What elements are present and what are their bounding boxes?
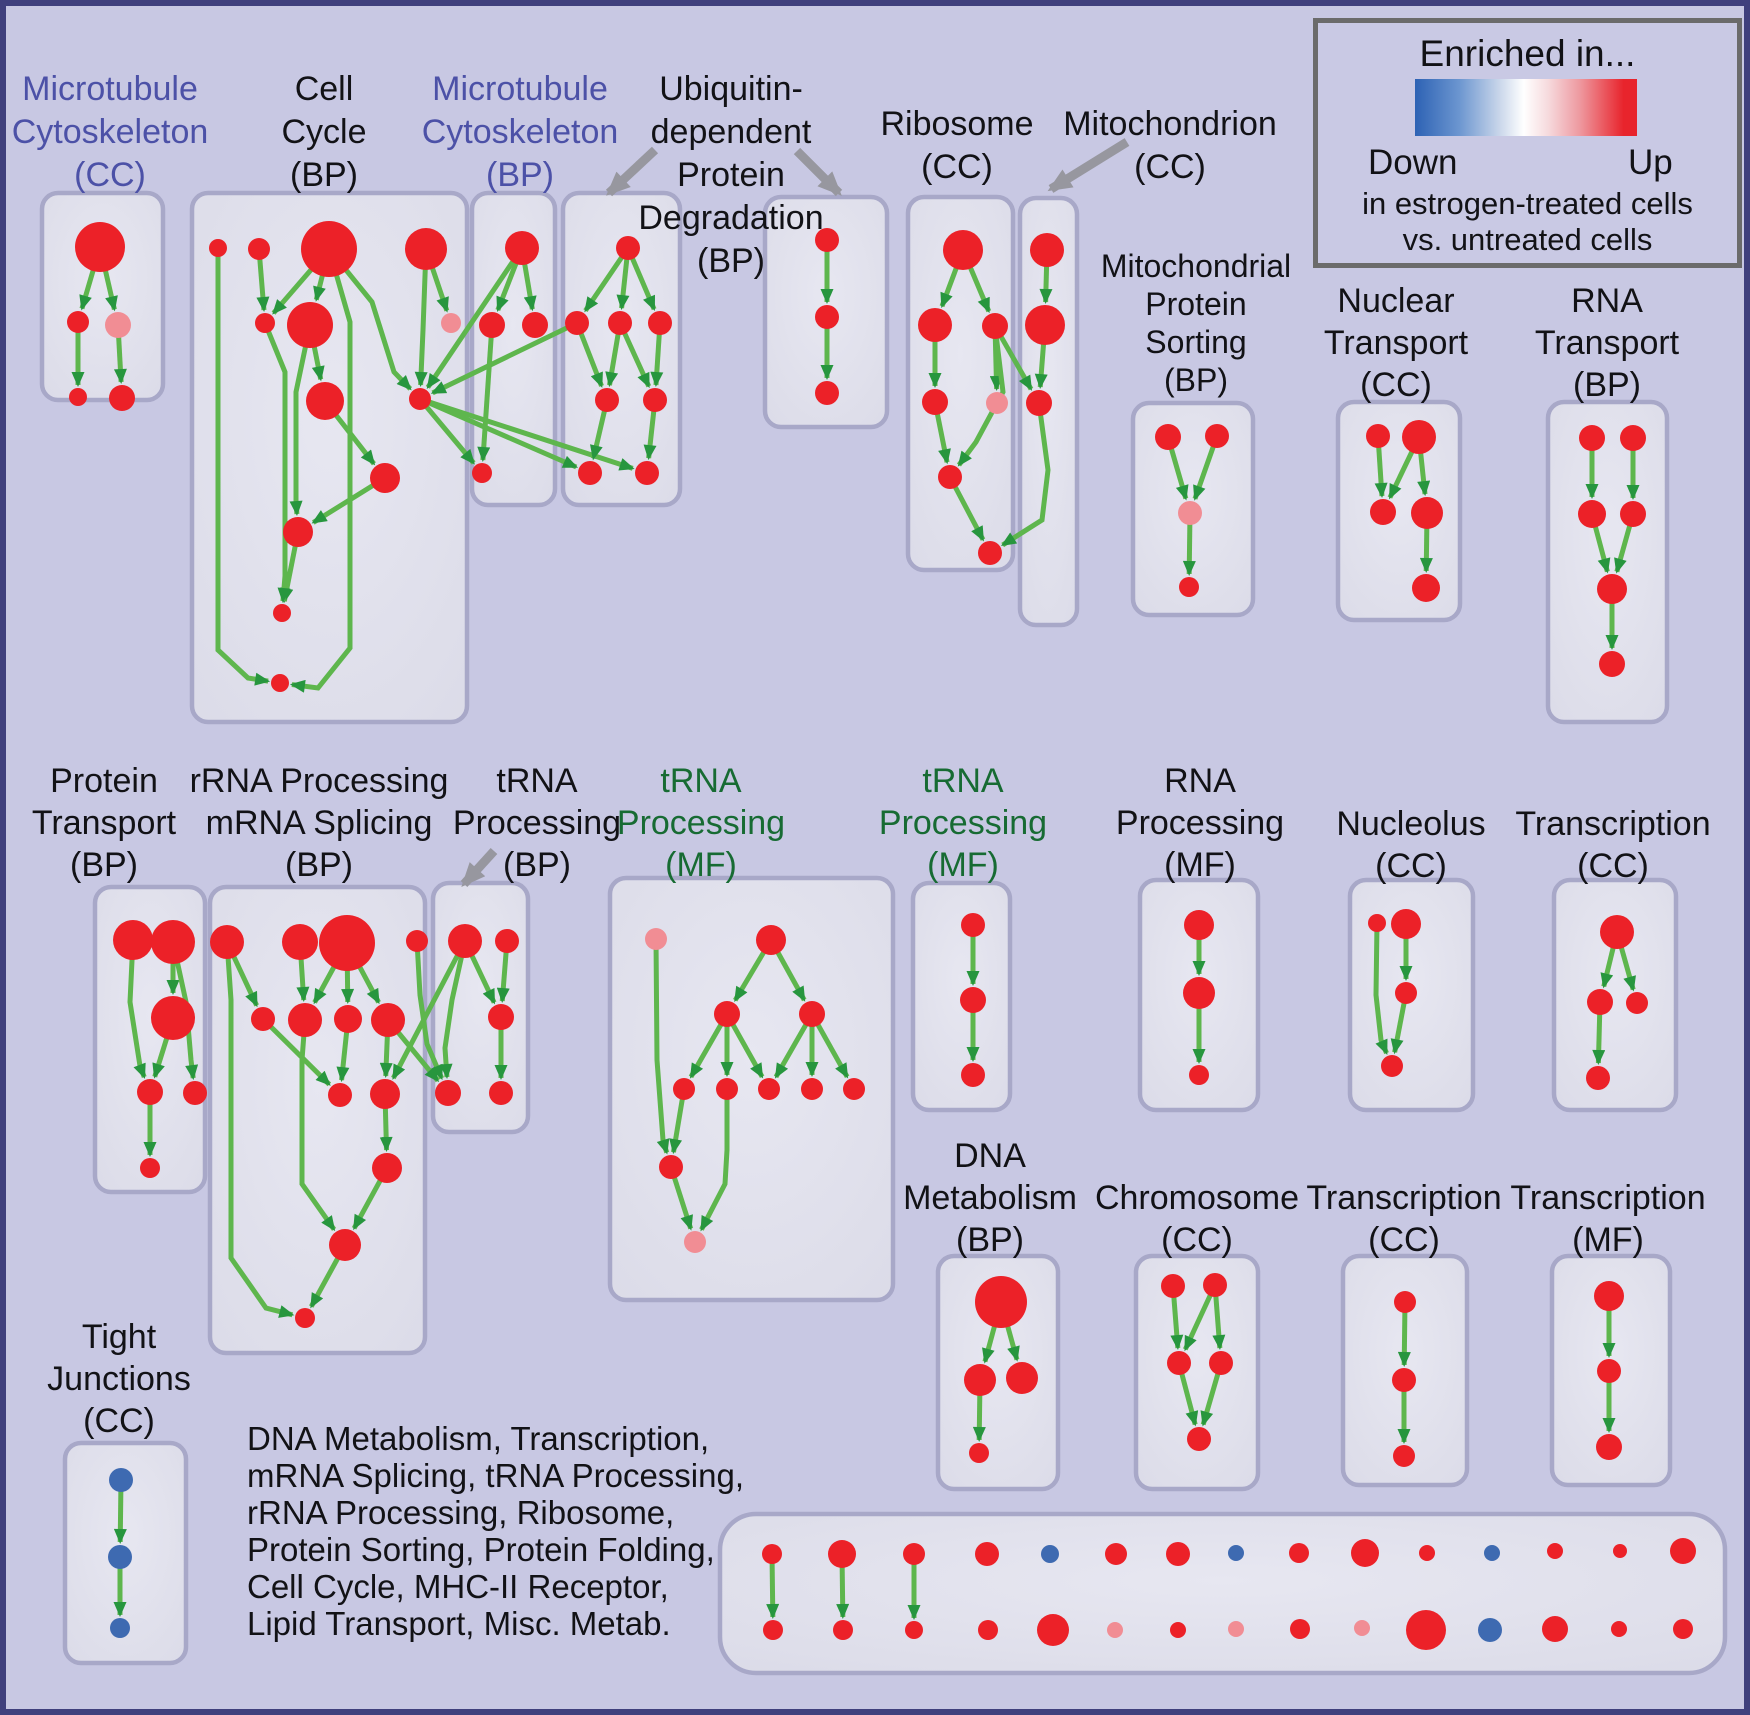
group-label-mito_sort-line3: (BP) bbox=[1164, 362, 1228, 398]
go-term-node-pink bbox=[441, 313, 461, 333]
go-term-node-red bbox=[479, 312, 505, 338]
group-label-trna_mf1-line0: tRNA bbox=[660, 762, 742, 800]
go-term-node-red bbox=[758, 1078, 780, 1100]
go-term-node-red bbox=[1670, 1538, 1696, 1564]
go-term-node-red bbox=[69, 388, 87, 406]
go-term-node-red bbox=[961, 1063, 985, 1087]
go-term-node-red bbox=[643, 388, 667, 412]
go-term-node-red bbox=[1586, 1066, 1610, 1090]
go-term-node-red bbox=[435, 1080, 461, 1106]
go-term-node-red bbox=[1030, 233, 1064, 267]
go-term-node-red bbox=[843, 1078, 865, 1100]
go-term-node-red bbox=[151, 920, 195, 964]
group-label-rna_proc-line1: Processing bbox=[1115, 804, 1285, 842]
group-label-trna_mf1-line2: (MF) bbox=[665, 846, 737, 884]
group-box-transc_cc2 bbox=[1554, 880, 1676, 1110]
group-label-ubq1-line0: Ubiquitin- bbox=[659, 70, 803, 108]
go-term-node-red bbox=[938, 465, 962, 489]
go-term-node-red bbox=[319, 915, 375, 971]
go-term-node-red bbox=[716, 1078, 738, 1100]
go-term-node-red bbox=[943, 230, 983, 270]
go-term-node-blue bbox=[1041, 1545, 1059, 1563]
go-term-node-red bbox=[1209, 1351, 1233, 1375]
go-term-node-red bbox=[1395, 982, 1417, 1004]
go-term-node-red bbox=[405, 228, 447, 270]
go-term-node-red bbox=[1587, 989, 1613, 1015]
legend-gradient-bar bbox=[1415, 79, 1637, 136]
group-label-cell_cycle-line2: (BP) bbox=[290, 156, 358, 194]
go-term-node-red bbox=[565, 311, 589, 335]
go-term-node-red bbox=[210, 925, 244, 959]
go-term-node-red bbox=[67, 311, 89, 333]
go-term-node-red bbox=[964, 1364, 996, 1396]
footnote-line-2: rRNA Processing, Ribosome, bbox=[247, 1494, 675, 1531]
group-label-trna_mf2-line0: tRNA bbox=[922, 762, 1004, 800]
go-term-node-red bbox=[978, 1620, 998, 1640]
footnote-line-0: DNA Metabolism, Transcription, bbox=[247, 1420, 710, 1457]
go-term-node-blue bbox=[1478, 1618, 1502, 1642]
group-box-chromosome bbox=[1136, 1256, 1258, 1489]
go-term-node-red bbox=[1381, 1055, 1403, 1077]
go-term-node-red bbox=[799, 1001, 825, 1027]
go-term-node-pink bbox=[645, 928, 667, 950]
go-term-node-red bbox=[960, 987, 986, 1013]
group-label-tight_junc-line2: (CC) bbox=[83, 1402, 155, 1440]
group-label-rrna-line0: rRNA Processing bbox=[189, 762, 449, 800]
go-term-node-red bbox=[1611, 1621, 1627, 1637]
group-label-trna_mf2-line2: (MF) bbox=[927, 846, 999, 884]
go-term-node-red bbox=[113, 920, 153, 960]
go-term-node-red bbox=[905, 1621, 923, 1639]
go-term-node-red bbox=[1184, 910, 1214, 940]
go-term-node-red bbox=[1370, 499, 1396, 525]
group-label-rna_trans-line0: RNA bbox=[1571, 282, 1643, 320]
go-term-node-blue bbox=[1484, 1545, 1500, 1561]
go-term-node-red bbox=[815, 305, 839, 329]
go-term-node-blue bbox=[108, 1545, 132, 1569]
go-term-node-red bbox=[1596, 1434, 1622, 1460]
group-label-mito-line1: (CC) bbox=[1134, 148, 1206, 186]
go-term-node-red bbox=[922, 389, 948, 415]
go-term-node-red bbox=[1366, 424, 1390, 448]
go-term-node-red bbox=[1406, 1610, 1446, 1650]
group-label-tight_junc-line1: Junctions bbox=[47, 1360, 191, 1398]
go-term-node-red bbox=[288, 1003, 322, 1037]
go-term-node-red bbox=[648, 311, 672, 335]
go-term-node-pink bbox=[1354, 1620, 1370, 1636]
group-label-cell_cycle-line0: Cell bbox=[294, 70, 354, 108]
go-term-node-red bbox=[978, 541, 1002, 565]
go-term-node-red bbox=[918, 308, 952, 342]
group-label-mito_sort-line2: Sorting bbox=[1145, 324, 1247, 360]
go-term-node-red bbox=[1597, 1359, 1621, 1383]
go-term-node-red bbox=[1620, 425, 1646, 451]
group-label-nuc_trans-line0: Nuclear bbox=[1337, 282, 1455, 320]
go-term-node-red bbox=[1411, 497, 1443, 529]
go-term-node-red bbox=[1166, 1542, 1190, 1566]
go-term-node-red bbox=[1189, 1065, 1209, 1085]
go-term-node-red bbox=[1183, 977, 1215, 1009]
group-label-transc_cc2-line1: (CC) bbox=[1577, 847, 1649, 885]
go-term-node-red bbox=[975, 1276, 1027, 1328]
go-term-node-pink bbox=[1107, 1622, 1123, 1638]
go-term-node-blue bbox=[1228, 1545, 1244, 1561]
footnote-line-3: Protein Sorting, Protein Folding, bbox=[247, 1531, 715, 1568]
go-term-node-red bbox=[608, 311, 632, 335]
group-label-dna_met-line0: DNA bbox=[954, 1137, 1026, 1175]
go-term-node-red bbox=[903, 1543, 925, 1565]
go-term-node-red bbox=[1037, 1614, 1069, 1646]
go-term-node-red bbox=[295, 1308, 315, 1328]
go-term-node-pink bbox=[1228, 1621, 1244, 1637]
go-term-node-red bbox=[815, 228, 839, 252]
go-term-node-red bbox=[306, 382, 344, 420]
go-term-node-red bbox=[1542, 1616, 1568, 1642]
group-label-ribosome-line0: Ribosome bbox=[880, 105, 1034, 143]
legend-down-label: Down bbox=[1368, 143, 1458, 182]
group-label-prot_trans-line0: Protein bbox=[50, 762, 158, 800]
group-label-rna_proc-line2: (MF) bbox=[1164, 846, 1236, 884]
go-term-node-red bbox=[1203, 1273, 1227, 1297]
go-term-node-red bbox=[209, 239, 227, 257]
go-term-node-red bbox=[301, 221, 357, 277]
group-label-tight_junc-line0: Tight bbox=[81, 1318, 157, 1356]
go-term-node-red bbox=[1392, 1368, 1416, 1392]
legend-box bbox=[1313, 18, 1742, 268]
group-label-trna_bp-line2: (BP) bbox=[503, 846, 571, 884]
group-label-ubq1-line4: (BP) bbox=[697, 242, 765, 280]
go-term-node-pink bbox=[986, 392, 1008, 414]
group-label-rrna-line2: (BP) bbox=[285, 846, 353, 884]
group-label-mt_bp-line1: Cytoskeleton bbox=[421, 113, 619, 151]
go-term-node-red bbox=[756, 925, 786, 955]
go-term-node-red bbox=[370, 463, 400, 493]
go-term-node-red bbox=[370, 1079, 400, 1109]
group-label-mito-line0: Mitochondrion bbox=[1063, 105, 1277, 143]
go-term-node-red bbox=[1105, 1543, 1127, 1565]
group-label-nucleolus-line0: Nucleolus bbox=[1336, 805, 1486, 843]
go-term-node-red bbox=[1155, 424, 1181, 450]
group-label-chromosome-line0: Chromosome bbox=[1094, 1179, 1300, 1217]
go-term-node-red bbox=[109, 385, 135, 411]
go-term-node-blue bbox=[110, 1618, 130, 1638]
go-term-node-red bbox=[522, 312, 548, 338]
go-term-node-red bbox=[1391, 909, 1421, 939]
go-term-node-red bbox=[371, 1003, 405, 1037]
go-term-node-red bbox=[1026, 390, 1052, 416]
go-term-node-red bbox=[372, 1153, 402, 1183]
group-label-transc_cc2-line0: Transcription bbox=[1515, 805, 1711, 843]
go-term-node-red bbox=[1578, 500, 1606, 528]
go-term-node-red bbox=[1402, 420, 1436, 454]
go-term-node-red bbox=[578, 461, 602, 485]
go-term-node-red bbox=[1626, 992, 1648, 1014]
go-term-node-red bbox=[833, 1620, 853, 1640]
go-term-node-red bbox=[1579, 425, 1605, 451]
go-term-node-red bbox=[448, 924, 482, 958]
group-label-trna_mf2-line1: Processing bbox=[878, 804, 1048, 842]
group-box-misc bbox=[720, 1514, 1725, 1673]
footnote-line-4: Cell Cycle, MHC-II Receptor, bbox=[247, 1568, 669, 1605]
go-term-node-red bbox=[595, 388, 619, 412]
go-term-node-red bbox=[251, 1007, 275, 1031]
go-term-node-red bbox=[1599, 651, 1625, 677]
go-term-node-red bbox=[961, 913, 985, 937]
group-label-mt_cc-line0: Microtubule bbox=[22, 70, 198, 108]
go-term-node-red bbox=[1393, 1445, 1415, 1467]
go-term-node-red bbox=[1620, 501, 1646, 527]
go-term-node-blue bbox=[109, 1468, 133, 1492]
legend-subtitle-line1: in estrogen-treated cells bbox=[1362, 186, 1693, 221]
group-label-mito_sort-line0: Mitochondrial bbox=[1100, 248, 1292, 284]
go-term-node-red bbox=[409, 388, 431, 410]
go-term-node-red bbox=[1289, 1543, 1309, 1563]
group-label-dna_met-line1: Metabolism bbox=[903, 1179, 1077, 1217]
go-term-node-red bbox=[472, 463, 492, 483]
group-label-trna_bp-line1: Processing bbox=[452, 804, 622, 842]
go-term-node-red bbox=[271, 674, 289, 692]
go-term-node-red bbox=[1167, 1351, 1191, 1375]
go-term-node-red bbox=[1351, 1539, 1379, 1567]
group-label-trna_mf1-line1: Processing bbox=[616, 804, 786, 842]
go-term-node-red bbox=[1006, 1362, 1038, 1394]
go-term-node-red bbox=[283, 517, 313, 547]
go-term-node-red bbox=[282, 924, 318, 960]
group-label-mt_bp-line0: Microtubule bbox=[432, 70, 608, 108]
group-label-ubq1-line1: dependent bbox=[650, 113, 812, 151]
go-term-node-pink bbox=[1178, 501, 1202, 525]
go-term-node-red bbox=[1170, 1622, 1186, 1638]
group-label-transc_mf-line0: Transcription bbox=[1510, 1179, 1706, 1217]
go-term-node-red bbox=[1600, 915, 1634, 949]
group-box-rrna bbox=[210, 887, 425, 1353]
group-label-prot_trans-line1: Transport bbox=[31, 804, 177, 842]
group-label-transc_cc3-line0: Transcription bbox=[1306, 1179, 1502, 1217]
go-term-node-pink bbox=[105, 312, 131, 338]
go-term-node-red bbox=[137, 1079, 163, 1105]
go-term-node-red bbox=[975, 1542, 999, 1566]
group-label-chromosome-line1: (CC) bbox=[1161, 1221, 1233, 1259]
group-label-ubq1-line3: Degradation bbox=[638, 199, 824, 237]
go-term-node-red bbox=[1179, 577, 1199, 597]
go-term-node-red bbox=[1161, 1274, 1185, 1298]
group-label-mt_cc-line2: (CC) bbox=[74, 156, 146, 194]
go-term-node-red bbox=[635, 461, 659, 485]
legend-title: Enriched in... bbox=[1419, 33, 1636, 74]
go-term-node-red bbox=[495, 929, 519, 953]
go-term-node-red bbox=[616, 236, 640, 260]
go-term-node-red bbox=[659, 1155, 683, 1179]
footnote-text bbox=[247, 1420, 744, 1642]
go-term-node-red bbox=[505, 231, 539, 265]
group-label-ribosome-line1: (CC) bbox=[921, 148, 993, 186]
go-term-node-red bbox=[714, 1001, 740, 1027]
go-term-node-red bbox=[248, 238, 270, 260]
go-term-node-red bbox=[1205, 424, 1229, 448]
group-label-cell_cycle-line1: Cycle bbox=[281, 113, 367, 151]
group-label-prot_trans-line2: (BP) bbox=[70, 846, 138, 884]
go-term-node-red bbox=[1613, 1544, 1627, 1558]
go-term-node-red bbox=[334, 1005, 362, 1033]
legend-up-label: Up bbox=[1628, 143, 1673, 182]
group-label-transc_mf-line1: (MF) bbox=[1572, 1221, 1644, 1259]
group-label-transc_cc3-line1: (CC) bbox=[1368, 1221, 1440, 1259]
group-label-dna_met-line2: (BP) bbox=[956, 1221, 1024, 1259]
go-term-node-red bbox=[287, 302, 333, 348]
go-term-node-red bbox=[329, 1229, 361, 1261]
group-label-mito_sort-line1: Protein bbox=[1145, 286, 1247, 322]
go-term-node-red bbox=[255, 313, 275, 333]
go-term-node-red bbox=[828, 1540, 856, 1568]
go-term-node-red bbox=[1394, 1291, 1416, 1313]
go-term-node-red bbox=[140, 1158, 160, 1178]
go-term-node-red bbox=[1290, 1619, 1310, 1639]
go-term-node-red bbox=[489, 1081, 513, 1105]
go-term-node-red bbox=[1419, 1545, 1435, 1561]
go-term-node-red bbox=[982, 313, 1008, 339]
group-label-mt_cc-line1: Cytoskeleton bbox=[11, 113, 209, 151]
go-term-node-red bbox=[1025, 305, 1065, 345]
go-term-node-pink bbox=[684, 1231, 706, 1253]
group-label-rna_trans-line2: (BP) bbox=[1573, 366, 1641, 404]
go-term-node-red bbox=[1547, 1543, 1563, 1559]
footnote-line-1: mRNA Splicing, tRNA Processing, bbox=[247, 1457, 745, 1494]
footnote-line-5: Lipid Transport, Misc. Metab. bbox=[247, 1605, 671, 1642]
group-label-rrna-line1: mRNA Splicing bbox=[205, 804, 433, 842]
go-term-node-red bbox=[406, 930, 428, 952]
go-term-node-red bbox=[1597, 574, 1627, 604]
group-label-nuc_trans-line1: Transport bbox=[1323, 324, 1469, 362]
go-term-node-red bbox=[151, 996, 195, 1040]
go-term-node-red bbox=[801, 1078, 823, 1100]
go-term-node-red bbox=[763, 1620, 783, 1640]
go-term-node-red bbox=[488, 1004, 514, 1030]
group-label-rna_proc-line0: RNA bbox=[1164, 762, 1236, 800]
legend-subtitle-line2: vs. untreated cells bbox=[1402, 222, 1653, 257]
group-label-mt_bp-line2: (BP) bbox=[486, 156, 554, 194]
go-term-node-red bbox=[1594, 1281, 1624, 1311]
go-term-node-red bbox=[328, 1083, 352, 1107]
group-label-nuc_trans-line2: (CC) bbox=[1360, 366, 1432, 404]
go-term-node-red bbox=[1187, 1427, 1211, 1451]
go-term-node-red bbox=[75, 222, 125, 272]
go-term-node-red bbox=[673, 1078, 695, 1100]
go-term-node-red bbox=[815, 381, 839, 405]
go-term-node-red bbox=[762, 1544, 782, 1564]
go-term-node-red bbox=[183, 1081, 207, 1105]
go-term-node-red bbox=[1673, 1619, 1693, 1639]
group-label-rna_trans-line1: Transport bbox=[1534, 324, 1680, 362]
go-term-node-red bbox=[969, 1443, 989, 1463]
go-term-node-red bbox=[273, 604, 291, 622]
group-label-nucleolus-line1: (CC) bbox=[1375, 847, 1447, 885]
go-term-node-red bbox=[1368, 914, 1386, 932]
group-label-ubq1-line2: Protein bbox=[677, 156, 785, 194]
group-label-trna_bp-line0: tRNA bbox=[496, 762, 578, 800]
go-term-node-red bbox=[1412, 574, 1440, 602]
